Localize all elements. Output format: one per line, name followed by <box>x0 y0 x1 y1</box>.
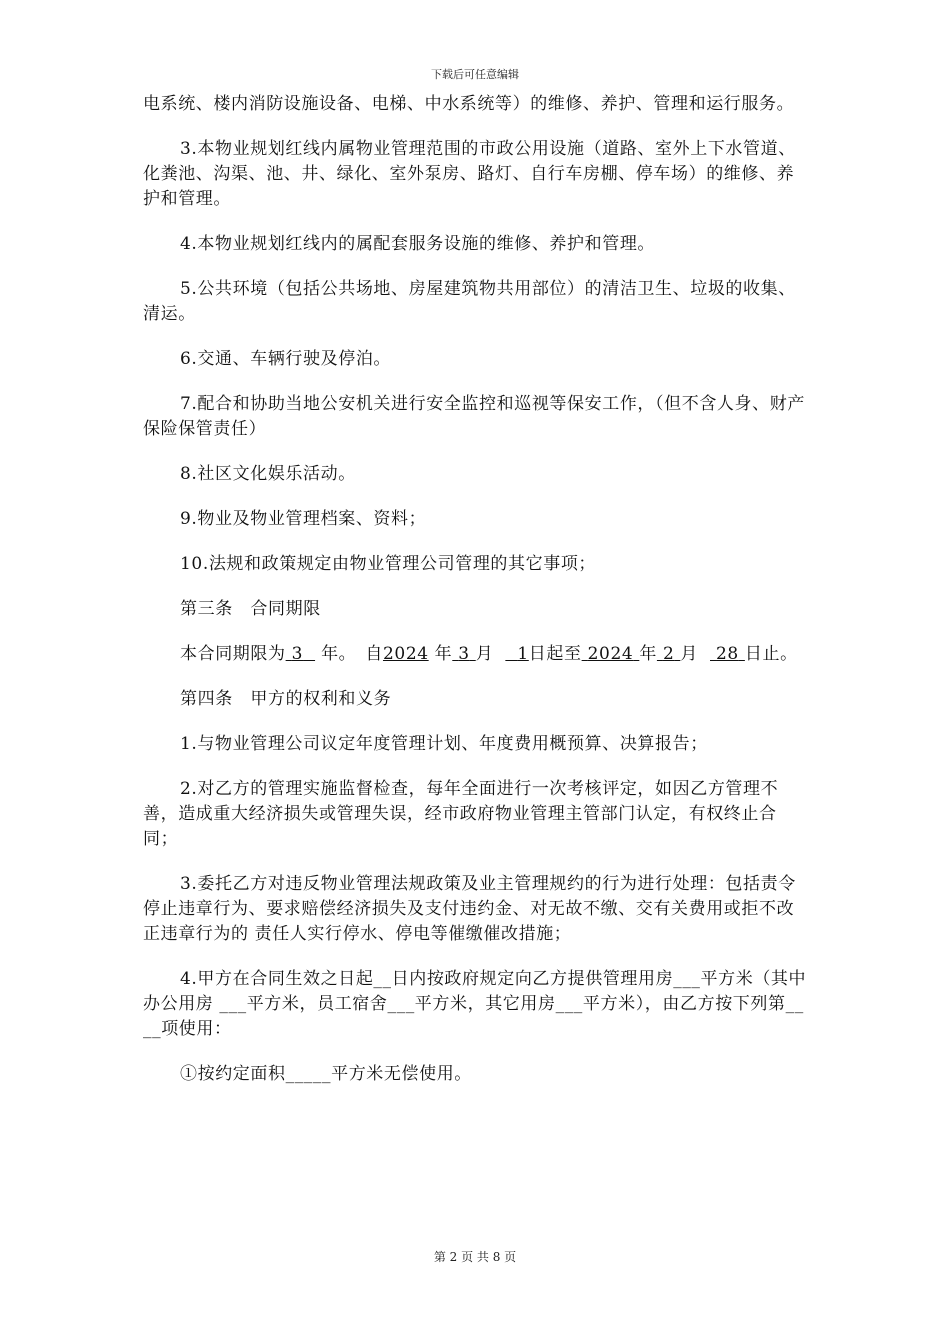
end-month: 2 <box>662 644 675 664</box>
section-heading: 第四条 甲方的权利和义务 <box>180 689 392 709</box>
term-mid2: 日起至 <box>528 644 582 664</box>
term-mid1: 年。 自 <box>321 644 383 664</box>
paragraph: 5.公共环境（包括公共场地、房屋建筑物共用部位）的清洁卫生、垃圾的收集、清运。 <box>143 279 796 324</box>
paragraph: 3.委托乙方对违反物业管理法规政策及业主管理规约的行为进行处理：包括责令停止违章行为、要求赔偿经济损失及支付违约金、对无故不缴、交有关费用或拒不改正违章行为的 责任人实行停水、停电等催缴催改措施； <box>143 874 796 944</box>
term-years: 3 <box>291 644 304 664</box>
paragraph: 4.本物业规划红线内的属配套服务设施的维修、养护和管理。 <box>180 234 656 254</box>
end-day: 28 <box>716 644 739 664</box>
paragraph: 电系统、楼内消防设施设备、电梯、中水系统等）的维修、养护、管理和运行服务。 <box>143 94 795 114</box>
paragraph: 2.对乙方的管理实施监督检查，每年全面进行一次考核评定，如因乙方管理不善，造成重大经济损失或管理失误，经市政府物业管理主管部门认定，有权终止合同； <box>143 779 779 849</box>
contract-term-paragraph <box>143 642 807 667</box>
paragraph: ①按约定面积_____平方米无偿使用。 <box>180 1064 472 1084</box>
paragraph: 9.物业及物业管理档案、资料； <box>180 509 427 529</box>
year-label: 年 <box>434 644 453 664</box>
term-suffix: 日止。 <box>744 644 798 664</box>
start-day: 1 <box>517 644 529 664</box>
paragraph: 8.社区文化娱乐活动。 <box>180 464 356 484</box>
year-label: 年 <box>639 644 657 664</box>
month-label: 月 <box>680 644 698 664</box>
paragraph: 3.本物业规划红线内属物业管理范围的市政公用设施（道路、室外上下水管道、化粪池、沟渠、池、井、绿化、室外泵房、路灯、自行车房棚、停车场）的维修、养护和管理。 <box>143 139 796 209</box>
start-month: 3 <box>458 644 470 664</box>
page-footer: 第 2 页 共 8 页 <box>433 1250 517 1264</box>
paragraph: 10.法规和政策规定由物业管理公司管理的其它事项； <box>180 554 597 574</box>
paragraph: 6.交通、车辆行驶及停泊。 <box>180 349 392 369</box>
section-heading: 第三条 合同期限 <box>180 599 321 619</box>
page-header: 下载后可任意编辑 <box>431 68 519 81</box>
paragraph: 4.甲方在合同生效之日起__日内按政府规定向乙方提供管理用房___平方米（其中办公用房 ___平方米，员工宿舍___平方米，其它用房___平方米），由乙方按下列第____项使用： <box>143 969 807 1039</box>
start-year: 2024 <box>382 644 429 664</box>
month-label: 月 <box>475 644 494 664</box>
end-year: 2024 <box>587 644 634 664</box>
term-prefix: 本合同期限为 <box>180 644 286 664</box>
paragraph: 1.与物业管理公司议定年度管理计划、年度费用概预算、决算报告； <box>180 734 708 754</box>
document-body <box>143 92 807 1107</box>
paragraph: 7.配合和协助当地公安机关进行安全监控和巡视等保安工作，（但不含人身、财产保险保管责任） <box>143 394 805 439</box>
